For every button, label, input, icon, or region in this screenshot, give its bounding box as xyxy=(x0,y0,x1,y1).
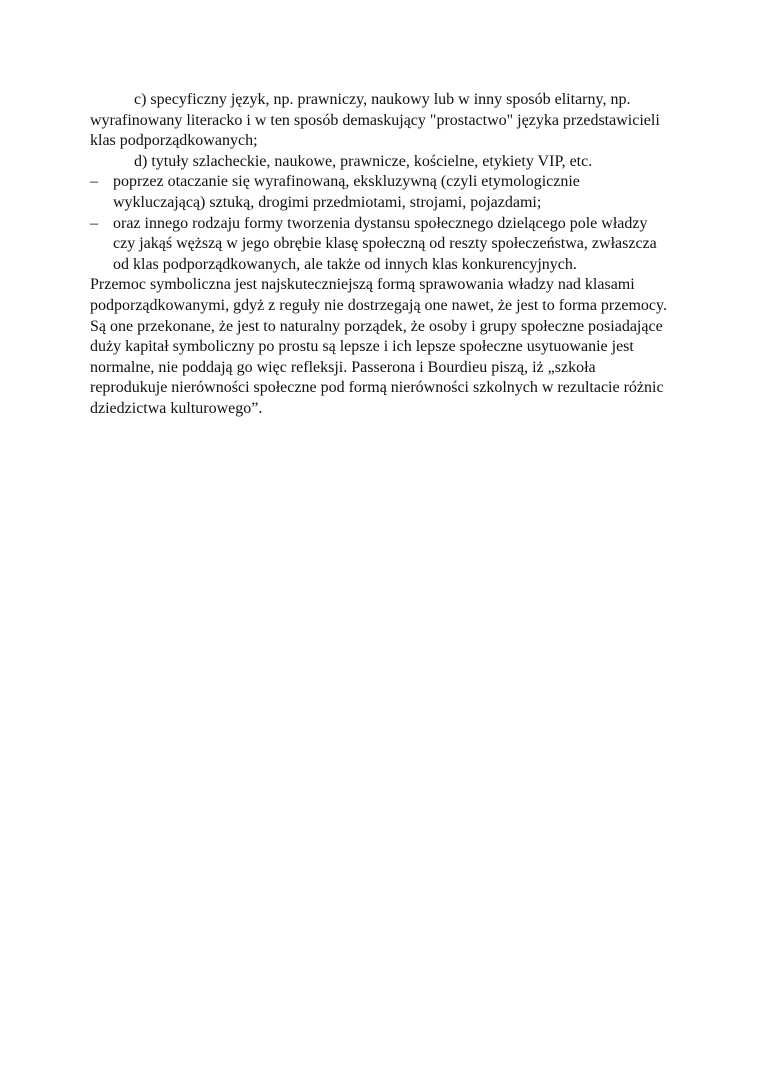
list-item-c: c) specyficzny język, np. prawniczy, naukowy lub w inny sposób elitarny, np. wyrafinowany literacko i w ten sposób demaskujący "prostactwo" języka przedstawicieli klas podporządkowanych; xyxy=(90,91,660,150)
dash-list xyxy=(90,172,672,275)
list-item-d: d) tytuły szlacheckie, naukowe, prawnicze, kościelne, etykiety VIP, etc. xyxy=(134,152,593,170)
dash-list-item-text: poprzez otaczanie się wyrafinowaną, ekskluzywną (czyli etymologicznie wykluczającą) sztuką, drogimi przedmiotami, strojami, pojazdami; xyxy=(113,173,580,211)
dash-marker: – xyxy=(90,173,98,191)
document-body xyxy=(90,90,672,420)
dash-list-item xyxy=(90,172,672,213)
dash-list-item-text: oraz innego rodzaju formy tworzenia dystansu społecznego dzielącego pole władzy czy jakąś węższą w jego obrębie klasę społeczną od reszty społeczeństwa, zwłaszcza od klas podporządkowanych, ale także od innych klas konkurencyjnych. xyxy=(113,214,657,273)
closing-paragraph: Przemoc symboliczna jest najskuteczniejszą formą sprawowania władzy nad klasami podporządkowanymi, gdyż z reguły nie dostrzegają one nawet, że jest to forma przemocy. Są one przekonane, że jest to naturalny porządek, że osoby i grupy społeczne posiadające duży kapitał symboliczny po prostu są lepsze i ich lepsze społeczne usytuowanie jest normalne, nie poddają go więc refleksji. Passerona i Bourdieu piszą, iż „szkoła reprodukuje nierówności społeczne pod formą nierówności szkolnych w rezultacie różnic dziedzictwa kulturowego”. xyxy=(90,276,667,417)
dash-marker: – xyxy=(90,214,98,232)
dash-list-item xyxy=(90,214,672,276)
